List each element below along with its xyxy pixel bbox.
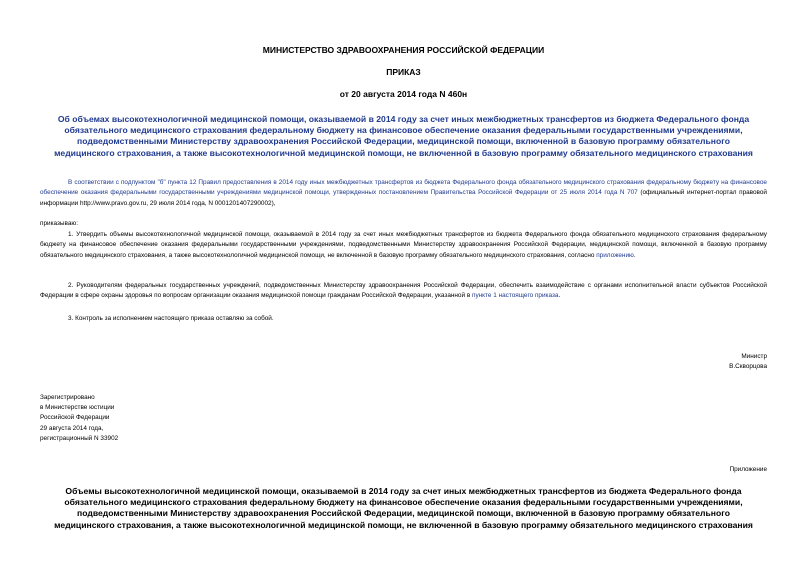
appendix-label: Приложение	[729, 466, 767, 473]
appendix-title-line: Объемы высокотехнологичной медицинской помощи, оказываемой в 2014 году за счет иных межбюджетных трансфертов из бюджета Федерального фонда	[65, 486, 742, 496]
ministry-heading: МИНИСТЕРСТВО ЗДРАВООХРАНЕНИЯ РОССИЙСКОЙ ФЕДЕРАЦИИ	[262, 45, 545, 55]
item-3-paragraph: 3. Контроль за исполнением настоящего приказа оставляю за собой.	[68, 315, 274, 322]
appendix-title-line: обязательного медицинского страхования федеральному бюджету на финансовое обеспечение оказания федеральными государственными учреждениями,	[64, 497, 743, 508]
registration-line: в Министерстве юстиции	[40, 404, 115, 412]
order-title-line: обязательного медицинского страхования федеральному бюджету на финансовое обеспечение оказания федеральными государственными учреждениями,	[64, 125, 743, 136]
registration-block	[40, 393, 118, 444]
order-title-line: подведомственными Министерству здравоохранения Российской Федерации, медицинской помощи, включенной в базовую программу обязательного	[77, 136, 730, 147]
registration-line: Российской Федерации	[40, 414, 110, 422]
registration-line: Зарегистрировано	[40, 394, 95, 401]
signature-block	[729, 352, 767, 373]
order-title-link[interactable]	[40, 114, 767, 159]
order-command: приказываю:	[40, 220, 78, 227]
order-heading: ПРИКАЗ	[386, 67, 421, 77]
appendix-title-line: подведомственными Министерству здравоохранения Российской Федерации, медицинской помощи, включенной в базовую программу обязательного	[77, 508, 730, 519]
basis-rules-link[interactable]: В соответствии с подпунктом "б" пункта 12 Правил предоставления в 2014 году иных межбюджетных трансфертов из бюджета Федерального фонда обязательного медицинского страхования федеральному бюджету на финансовое обеспечение оказания федеральными государственными учреждениями медицинской помощи, утвержденных постановлением Правительства Российской Федерации от 25 июля 2014 года N 707	[40, 179, 767, 197]
item-2-paragraph	[40, 281, 767, 302]
signatory-name: В.Скворцова	[729, 363, 767, 371]
item-1-paragraph	[40, 230, 767, 261]
appendix-link[interactable]: приложению	[596, 251, 634, 259]
appendix-title-line: медицинского страхования, а также высокотехнологичной медицинской помощи, не включенной в базовую программу обязательного медицинского страхования	[54, 519, 753, 530]
order-date-number: от 20 августа 2014 года N 460н	[339, 89, 468, 99]
signatory-position: Министр	[741, 353, 767, 360]
order-title-line: медицинского страхования, а также высокотехнологичной медицинской помощи, не включенной в базовую программу обязательного медицинского страхования	[54, 147, 753, 158]
item-1-end: .	[633, 251, 636, 259]
item-1-text: 1. Утвердить объемы высокотехнологичной медицинской помощи, оказываемой в 2014 году за счет иных межбюджетных трансфертов из бюджета Федерального фонда обязательного медицинского страхования федеральному бюджету на финансовое обеспечение оказания федеральными государственными учреждениями, подведомственными Министерству здравоохранения Российской Федерации, медицинской помощи, включенной в базовую программу обязательного медицинского страхования, а также высокотехнологичной медицинской помощи, не включенной в базовую программу обязательного медицинского страхования, согласно	[40, 231, 767, 259]
registration-line: 29 августа 2014 года,	[40, 424, 104, 432]
appendix-title	[40, 486, 767, 531]
registration-line: регистрационный N 33902	[40, 434, 119, 442]
item-1-reference-link[interactable]: пункте 1 настоящего приказа	[472, 292, 559, 300]
order-title-line: Об объемах высокотехнологичной медицинской помощи, оказываемой в 2014 году за счет иных межбюджетных трансфертов из бюджета Федерального фонда	[57, 114, 750, 124]
item-2-text: 2. Руководителям федеральных государственных учреждений, подведомственных Министерству здравоохранения Российской Федерации, обеспечить взаимодействие с органами исполнительной власти субъектов Российской Федерации в сфере охраны здоровья по вопросам организации оказания медицинской помощи гражданам Российской Федерации, указанной в	[40, 282, 767, 300]
basis-source-text: (официальный интернет-портал правовой информации http://www.pravo.gov.ru, 29 июля 2014 года, N 0001201407290002),	[40, 189, 767, 207]
item-2-end: .	[558, 292, 561, 300]
basis-paragraph	[40, 178, 767, 209]
